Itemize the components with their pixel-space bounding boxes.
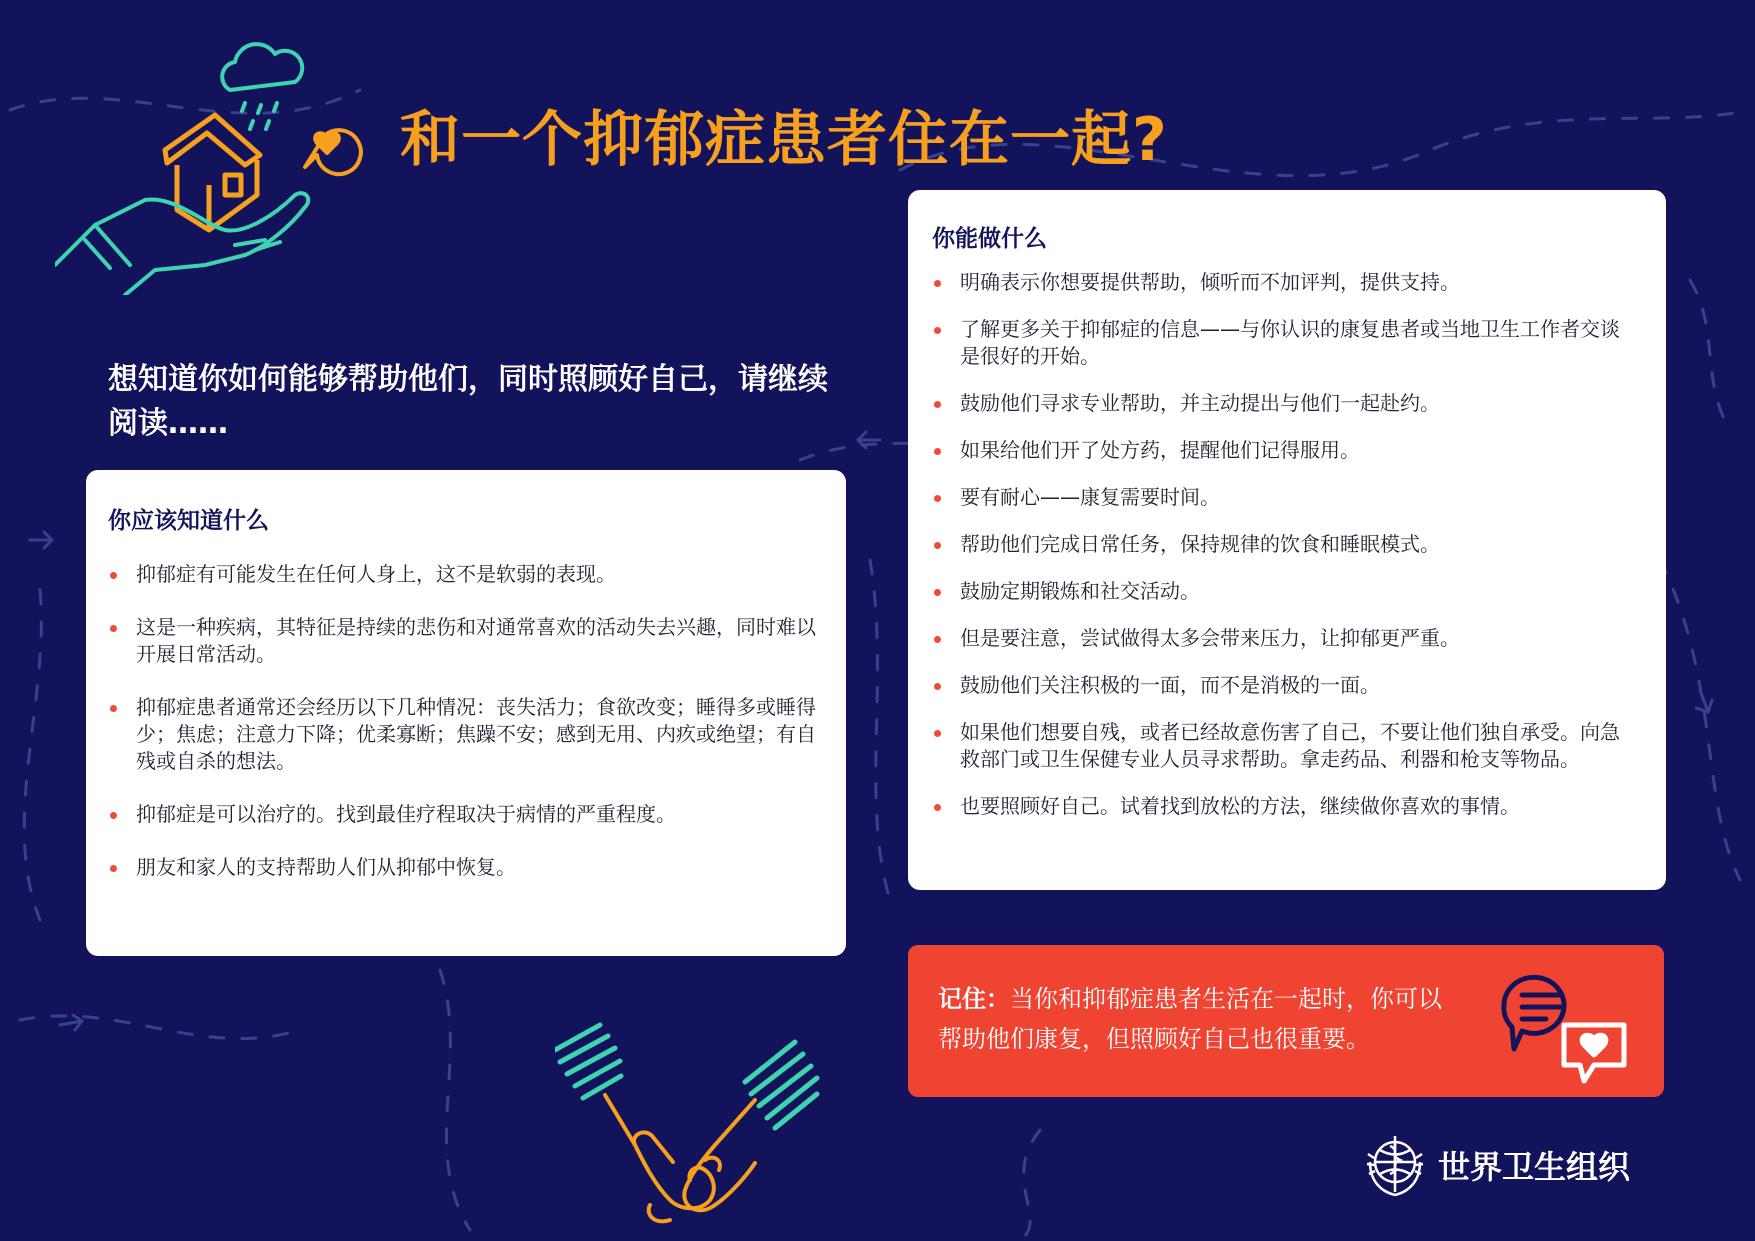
left-sleeve-icon bbox=[555, 1025, 621, 1098]
know-list-item: 抑郁症有可能发生在任何人身上，这不是软弱的表现。 bbox=[108, 561, 824, 588]
bullet-icon bbox=[934, 589, 941, 596]
do-list-item: 也要照顾好自己。试着找到放松的方法，继续做你喜欢的事情。 bbox=[932, 793, 1644, 820]
bullet-icon bbox=[110, 865, 117, 872]
do-list-item: 帮助他们完成日常任务，保持规律的饮食和睡眠模式。 bbox=[932, 531, 1644, 558]
bullet-icon bbox=[934, 542, 941, 549]
do-card bbox=[908, 190, 1666, 890]
chat-bubbles-icon bbox=[1494, 965, 1634, 1085]
bullet-icon bbox=[934, 730, 941, 737]
bullet-icon bbox=[110, 625, 117, 632]
rain-cloud-icon bbox=[222, 44, 302, 129]
know-card-heading: 你应该知道什么 bbox=[108, 508, 269, 534]
do-list bbox=[932, 269, 1644, 820]
do-list-item: 明确表示你想要提供帮助，倾听而不加评判，提供支持。 bbox=[932, 269, 1644, 296]
remember-text: 当你和抑郁症患者生活在一起时，你可以帮助他们康复，但照顾好自己也很重要。 bbox=[938, 985, 1442, 1053]
know-list-item: 这是一种疾病，其特征是持续的悲伤和对通常喜欢的活动失去兴趣，同时难以开展日常活动。 bbox=[108, 614, 824, 668]
bullet-icon bbox=[934, 683, 941, 690]
left-hand-icon bbox=[605, 1095, 714, 1221]
bullet-icon bbox=[934, 327, 941, 334]
know-list-item: 朋友和家人的支持帮助人们从抑郁中恢复。 bbox=[108, 854, 824, 881]
bullet-icon bbox=[110, 705, 117, 712]
bullet-icon bbox=[934, 495, 941, 502]
who-emblem-icon bbox=[1362, 1132, 1428, 1198]
do-list-item: 鼓励他们关注积极的一面，而不是消极的一面。 bbox=[932, 672, 1644, 699]
do-list-item: 但是要注意，尝试做得太多会带来压力，让抑郁更严重。 bbox=[932, 625, 1644, 652]
bullet-icon bbox=[934, 804, 941, 811]
do-list-item: 鼓励他们寻求专业帮助，并主动提出与他们一起赴约。 bbox=[932, 390, 1644, 417]
bullet-icon bbox=[934, 636, 941, 643]
bullet-icon bbox=[934, 448, 941, 455]
heart-hands-illustration bbox=[555, 1020, 845, 1235]
do-list-item: 了解更多关于抑郁症的信息——与你认识的康复患者或当地卫生工作者交谈是很好的开始。 bbox=[932, 316, 1644, 370]
do-list-item: 如果给他们开了处方药，提醒他们记得服用。 bbox=[932, 437, 1644, 464]
know-list bbox=[108, 561, 824, 881]
right-sleeve-icon bbox=[745, 1042, 817, 1128]
heart-speech-bubble-icon bbox=[305, 130, 361, 174]
intro-text: 想知道你如何能够帮助他们，同时照顾好自己，请继续阅读…… bbox=[108, 362, 828, 441]
remember-label: 记住： bbox=[938, 985, 1010, 1013]
remember-box bbox=[908, 945, 1664, 1097]
know-card bbox=[86, 470, 846, 956]
do-list-item: 如果他们想要自残，或者已经故意伤害了自己，不要让他们独自承受。向急救部门或卫生保健专业人员寻求帮助。拿走药品、利器和枪支等物品。 bbox=[932, 719, 1644, 773]
do-list-item: 鼓励定期锻炼和社交活动。 bbox=[932, 578, 1644, 605]
bullet-icon bbox=[934, 280, 941, 287]
bullet-icon bbox=[110, 572, 117, 579]
right-hand-icon bbox=[684, 1100, 755, 1210]
who-branding bbox=[1362, 1132, 1630, 1198]
bullet-icon bbox=[934, 401, 941, 408]
hand-icon bbox=[55, 193, 308, 295]
organization-name: 世界卫生组织 bbox=[1438, 1148, 1631, 1186]
page-title: 和一个抑郁症患者住在一起? bbox=[400, 105, 1168, 175]
know-list-item: 抑郁症患者通常还会经历以下几种情况：丧失活力；食欲改变；睡得多或睡得少；焦虑；注意力下降；优柔寡断；焦躁不安；感到无用、内疚或绝望；有自残或自杀的想法。 bbox=[108, 694, 824, 775]
house-icon bbox=[165, 115, 260, 230]
house-in-hand-illustration bbox=[55, 35, 375, 295]
know-list-item: 抑郁症是可以治疗的。找到最佳疗程取决于病情的严重程度。 bbox=[108, 801, 824, 828]
do-list-item: 要有耐心——康复需要时间。 bbox=[932, 484, 1644, 511]
do-card-heading: 你能做什么 bbox=[932, 226, 1047, 252]
bullet-icon bbox=[110, 812, 117, 819]
